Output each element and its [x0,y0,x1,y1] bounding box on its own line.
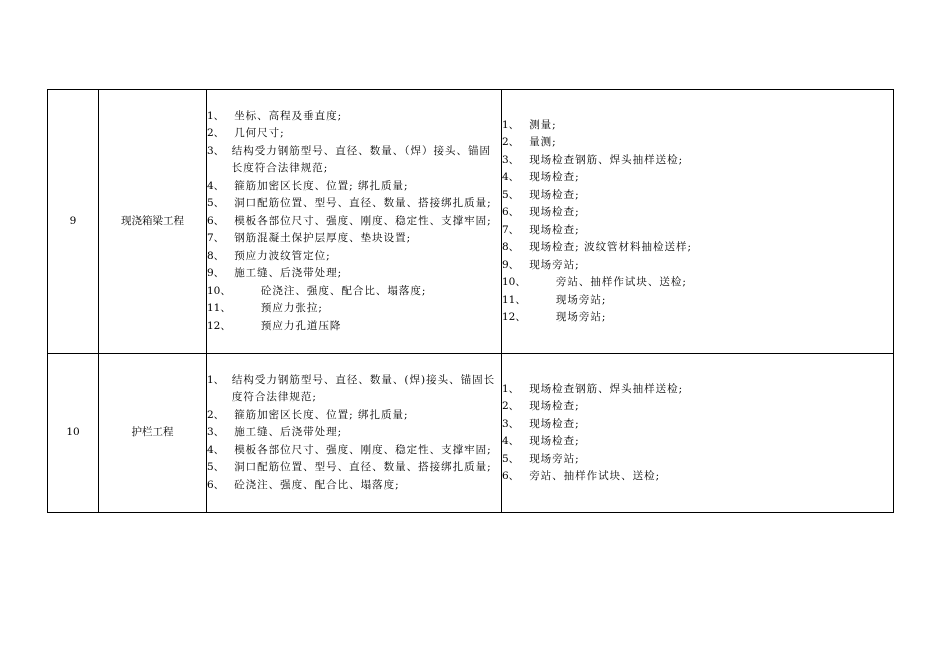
item-text: 预应力张拉; [260,302,323,315]
item-text: 现场检查; [529,188,580,201]
item-text: 现场检查; [529,400,580,412]
item-index: 10、 [207,284,231,297]
list-item [502,257,893,275]
list-item [207,442,501,460]
list-item [502,222,893,240]
item-text: 现场旁站; [555,311,607,323]
inspection-table [47,89,894,513]
list-item [207,318,501,336]
item-text: 旁站、抽样作试块、送检; [555,276,687,288]
item-index: 8、 [502,241,520,253]
list-item [502,381,893,399]
item-text: 现场旁站; [555,293,607,306]
item-index: 1、 [207,109,225,122]
list-item [502,398,893,416]
item-text: 现场检查; [529,223,580,236]
list-item [502,152,893,170]
item-index: 3、 [207,426,225,439]
item-index: 3、 [502,153,520,166]
item-text: 预应力波纹管定位; [234,249,331,262]
list-item [502,309,893,327]
item-text: 施工缝、后浇带处理; [234,426,343,439]
list-item [207,108,501,126]
item-text: 几何尺寸; [234,127,285,140]
list-item [207,407,501,425]
item-index: 11、 [502,293,526,306]
item-index: 4、 [207,443,225,456]
list-item [207,424,501,442]
list-item [502,187,893,205]
item-text: 坐标、高程及垂直度; [234,109,343,122]
list-item [502,169,893,187]
list-item [502,274,893,292]
item-index: 1、 [502,382,520,395]
item-text: 现场旁站; [529,258,580,271]
item-index: 11、 [207,302,231,315]
list-item [207,477,501,495]
list-item [502,416,893,434]
item-text: 现场检查; [529,435,580,447]
item-index: 5、 [207,461,225,474]
item-index: 6、 [207,478,225,491]
item-index: 3、 [207,144,225,157]
list-item [207,213,501,231]
item-text: 箍筋加密区长度、位置; 绑扎质量; [234,408,409,421]
item-text: 测量; [529,118,557,131]
inspection-content-cell [207,354,502,513]
item-index: 9、 [502,258,520,271]
item-index: 12、 [207,319,231,332]
list-item [207,230,501,248]
list-item [502,239,893,257]
item-index: 6、 [502,470,520,482]
list-item [207,125,501,143]
item-index: 5、 [502,452,520,465]
item-text: 模板各部位尺寸、强度、刚度、稳定性、支撑牢固; [234,443,492,456]
item-index: 12、 [502,311,526,323]
item-text: 施工缝、后浇带处理; [234,267,343,280]
list-item [207,265,501,283]
list-item [502,433,893,451]
item-text: 洞口配筋位置、型号、直径、数量、搭接绑扎质量; [234,197,492,210]
inspection-content-cell [207,90,502,354]
item-text: 洞口配筋位置、型号、直径、数量、搭接绑扎质量; [234,461,492,474]
list-item [207,248,501,266]
item-text: 结构受力钢筋型号、直径、数量、（焊）接头、锚固长度符合法律规范; [231,144,491,175]
item-text: 钢筋混凝土保护层厚度、垫块设置; [234,232,412,245]
item-text: 量测; [529,136,557,148]
row-number: 9 [48,90,99,354]
item-text: 砼浇注、强度、配合比、塌落度; [260,284,427,297]
item-index: 6、 [207,214,225,227]
item-index: 2、 [207,408,225,421]
list-item [207,459,501,477]
list-item [207,178,501,196]
item-text: 预应力孔道压降 [260,319,342,332]
list-item [502,451,893,469]
item-index: 10、 [502,276,526,288]
item-text: 箍筋加密区长度、位置; 绑扎质量; [234,179,409,192]
table-row [48,90,894,354]
list-item [207,372,501,407]
project-name: 护栏工程 [99,354,207,513]
project-name: 现浇箱梁工程 [99,90,207,354]
item-index: 1、 [502,118,520,131]
item-index: 5、 [207,197,225,210]
item-text: 现场检查; [529,206,580,218]
list-item [207,300,501,318]
list-item [502,134,893,152]
item-index: 2、 [207,127,225,140]
list-item [207,195,501,213]
item-text: 现场检查; 波纹管材料抽检送样; [529,241,693,253]
list-item [502,204,893,222]
item-index: 2、 [502,136,520,148]
list-item [207,283,501,301]
item-text: 现场检查钢筋、焊头抽样送检; [529,382,684,395]
item-index: 4、 [502,435,520,447]
inspection-method-cell [502,354,894,513]
item-text: 砼浇注、强度、配合比、塌落度; [234,478,400,491]
item-text: 现场检查; [529,171,580,183]
item-index: 4、 [207,179,225,192]
table-row [48,354,894,513]
row-number: 10 [48,354,99,513]
item-index: 9、 [207,267,225,280]
item-index: 3、 [502,417,520,430]
list-item [502,468,893,486]
item-text: 旁站、抽样作试块、送检; [529,470,661,482]
item-text: 现场旁站; [529,452,580,465]
item-index: 4、 [502,171,520,183]
list-item [502,117,893,135]
item-index: 2、 [502,400,520,412]
item-index: 1、 [207,373,225,386]
list-item [502,292,893,310]
inspection-method-cell [502,90,894,354]
item-index: 5、 [502,188,520,201]
item-text: 结构受力钢筋型号、直径、数量、(焊)接头、锚固长度符合法律规范; [231,373,496,404]
list-item [207,143,501,178]
item-text: 现场检查; [529,417,580,430]
item-text: 模板各部位尺寸、强度、刚度、稳定性、支撑牢固; [234,214,492,227]
item-index: 7、 [502,223,520,236]
item-index: 8、 [207,249,225,262]
item-index: 7、 [207,232,225,245]
item-text: 现场检查钢筋、焊头抽样送检; [529,153,684,166]
item-index: 6、 [502,206,520,218]
